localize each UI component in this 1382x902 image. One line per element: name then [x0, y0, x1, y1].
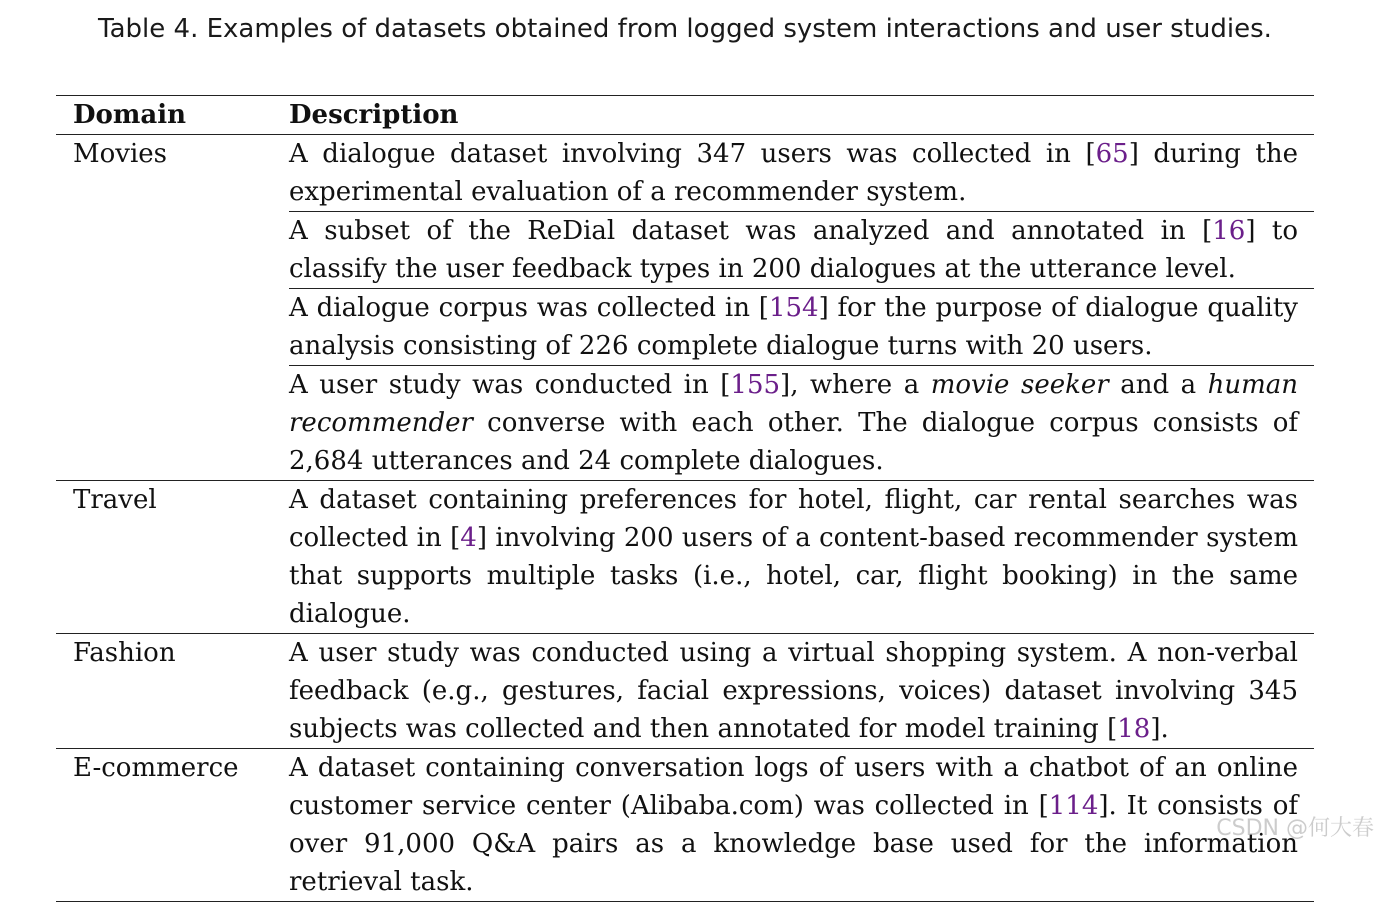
description-text: A dataset containing preferences for hotel, flight, car rental searches was collected in [	[289, 485, 1298, 553]
description-text: ].	[1150, 714, 1169, 744]
description-text: ], where a	[780, 370, 931, 400]
description-entry	[289, 135, 1314, 212]
description-text: A user study was conducted using a virtual shopping system. A non-verbal feedback (e.g., gestures, facial expressions, voices) dataset involving 345 subjects was collected and then annotated for model training [	[289, 638, 1298, 744]
description-text: ] during the experimental evaluation of a recommender system.	[289, 139, 1298, 207]
description-text: A subset of the ReDial dataset was analyzed and annotated in [	[289, 216, 1213, 246]
description-text: A dialogue dataset involving 347 users was collected in [	[289, 139, 1096, 169]
row-group-movies	[56, 135, 1314, 481]
citation-link[interactable]: 154	[768, 293, 819, 323]
description-text: A dialogue corpus was collected in [	[289, 293, 769, 323]
row-group-fashion	[56, 634, 1314, 749]
emphasis-text: human recommender	[289, 370, 1299, 438]
header-domain: Domain	[73, 100, 187, 130]
description-entry	[289, 481, 1314, 633]
description-cells	[289, 749, 1314, 901]
table-caption: Table 4. Examples of datasets obtained from logged system interactions and user studies.	[98, 14, 1272, 44]
domain-cell: Fashion	[73, 638, 176, 668]
citation-link[interactable]: 114	[1048, 791, 1099, 821]
citation-link[interactable]: 18	[1117, 714, 1151, 744]
watermark: CSDN @何大春	[1216, 816, 1374, 841]
description-text: A dataset containing conversation logs of users with a chatbot of an online customer service center (Alibaba.com) was collected in [	[289, 753, 1298, 821]
description-text: ] for the purpose of dialogue quality analysis consisting of 226 complete dialogue turns with 20 users.	[289, 293, 1298, 361]
citation-link[interactable]: 4	[460, 523, 477, 553]
description-text: A user study was conducted in [	[289, 370, 731, 400]
row-group-ecommerce	[56, 749, 1314, 901]
emphasis-text: movie seeker	[930, 370, 1109, 400]
domain-cell: Travel	[73, 485, 157, 515]
description-cells	[289, 634, 1314, 748]
description-text: converse with each other. The dialogue corpus consists of 2,684 utterances and 24 complete dialogues.	[289, 408, 1298, 476]
description-entry	[289, 289, 1314, 366]
description-text: ]. It consists of over 91,000 Q&A pairs as a knowledge base used for the information retrieval task.	[289, 791, 1298, 897]
description-cells	[289, 481, 1314, 633]
table-header-row	[56, 96, 1314, 135]
description-text: ] involving 200 users of a content-based recommender system that supports multiple tasks (i.e., hotel, car, flight booking) in the same dialogue.	[289, 523, 1298, 629]
description-text: and a	[1108, 370, 1208, 400]
citation-link[interactable]: 16	[1212, 216, 1246, 246]
description-entry	[289, 366, 1314, 480]
header-description: Description	[289, 100, 459, 130]
datasets-table	[56, 95, 1314, 902]
citation-link[interactable]: 65	[1095, 139, 1129, 169]
description-entry	[289, 634, 1314, 748]
description-text: ] to classify the user feedback types in 200 dialogues at the utterance level.	[289, 216, 1298, 284]
row-group-travel	[56, 481, 1314, 634]
description-entry	[289, 212, 1314, 289]
description-cells	[289, 135, 1314, 480]
domain-cell: Movies	[73, 139, 168, 169]
description-entry	[289, 749, 1314, 901]
domain-cell: E-commerce	[73, 753, 239, 783]
citation-link[interactable]: 155	[730, 370, 781, 400]
